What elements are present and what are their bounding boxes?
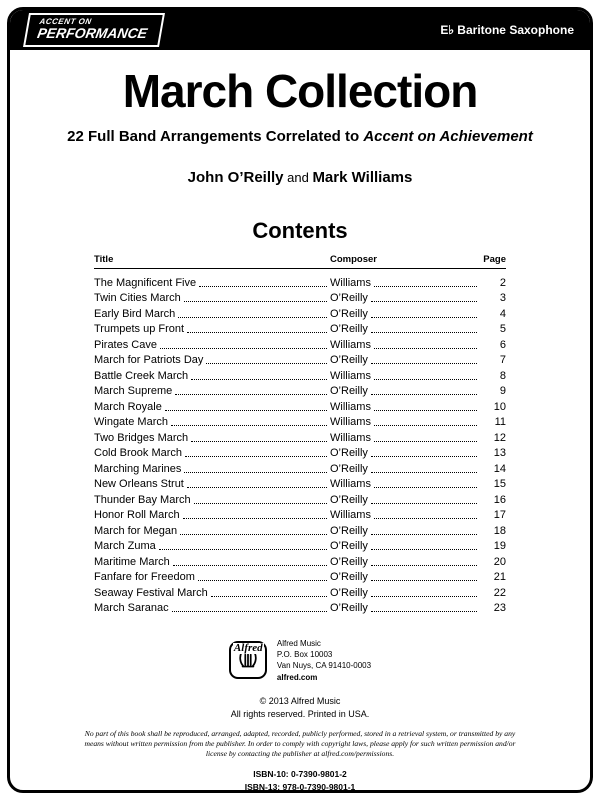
row-page: 17: [493, 509, 506, 521]
isbn-block: [10, 768, 590, 793]
isbn-10: ISBN-10: 0-7390-9801-2: [253, 768, 347, 779]
row-composer: O’Reilly: [330, 385, 368, 397]
subtitle: [10, 128, 590, 145]
dot-leader: [191, 379, 327, 380]
dot-leader: [371, 549, 477, 550]
author-1: John O’Reilly: [187, 169, 284, 186]
dot-leader: [374, 286, 477, 287]
row-composer: O’Reilly: [330, 447, 368, 459]
dot-leader: [371, 472, 477, 473]
alfred-logo-text: Alfred: [233, 642, 263, 655]
row-composer: O’Reilly: [330, 493, 368, 506]
row-page: 21: [493, 571, 506, 583]
copyright-line: © 2013 Alfred Music: [259, 695, 341, 706]
dot-leader: [172, 611, 327, 612]
table-row: [94, 568, 506, 584]
table-row: [94, 552, 506, 568]
dot-leader: [371, 317, 477, 318]
table-row: [94, 366, 506, 382]
row-page: 15: [493, 478, 506, 490]
row-composer: O’Reilly: [330, 354, 368, 366]
dot-leader: [371, 363, 477, 364]
row-composer: O’Reilly: [330, 571, 368, 583]
alfred-logo: [229, 641, 267, 679]
dot-leader: [374, 379, 477, 380]
dot-leader: [198, 580, 327, 581]
column-header-page: Page: [483, 254, 506, 265]
row-composer: Williams: [330, 369, 371, 382]
dot-leader: [374, 348, 477, 349]
dot-leader: [187, 487, 327, 488]
row-page: 23: [493, 602, 506, 614]
row-composer: Williams: [330, 509, 371, 521]
publisher-address2: Van Nuys, CA 91410-0003: [276, 661, 372, 671]
dot-leader: [159, 549, 327, 550]
row-title: March for Megan: [94, 524, 178, 537]
row-page: 20: [493, 555, 506, 568]
publisher-address: [277, 638, 371, 683]
row-title: The Magnificent Five: [94, 276, 197, 289]
dot-leader: [374, 441, 477, 442]
dot-leader: [374, 425, 477, 426]
contents-rows: [94, 269, 506, 614]
dot-leader: [165, 410, 327, 411]
logo-line1: ACCENT ON: [38, 16, 93, 26]
row-page: 5: [499, 323, 506, 335]
row-title: Battle Creek March: [94, 369, 189, 382]
row-page: 3: [499, 292, 506, 304]
row-page: 14: [493, 462, 506, 475]
row-title: Two Bridges March: [94, 431, 189, 444]
rights-line: All rights reserved. Printed in USA.: [230, 708, 370, 719]
row-title: Marching Marines: [94, 462, 182, 475]
row-page: 2: [499, 276, 506, 289]
table-row: [94, 428, 506, 444]
table-row: [94, 273, 506, 289]
dot-leader: [371, 503, 477, 504]
row-title: Pirates Cave: [94, 338, 157, 351]
dot-leader: [211, 596, 327, 597]
page-frame: [7, 7, 593, 793]
row-page: 8: [499, 369, 506, 382]
row-page: 13: [493, 447, 506, 459]
dot-leader: [183, 518, 327, 519]
subtitle-series-name: Accent on Achievement: [363, 128, 533, 145]
dot-leader: [160, 348, 327, 349]
dot-leader: [175, 394, 327, 395]
isbn-13: ISBN-13: 978-0-7390-9801-1: [244, 781, 356, 792]
row-composer: O’Reilly: [330, 524, 368, 537]
table-row: [94, 289, 506, 305]
row-title: Twin Cities March: [94, 292, 181, 304]
row-composer: Williams: [330, 400, 371, 413]
row-page: 11: [494, 416, 506, 428]
table-row: [94, 397, 506, 413]
dot-leader: [194, 503, 327, 504]
row-composer: O’Reilly: [330, 540, 368, 552]
row-title: Early Bird March: [94, 307, 176, 320]
dot-leader: [371, 394, 477, 395]
table-row: [94, 599, 506, 615]
row-composer: O’Reilly: [330, 462, 368, 475]
author-2: Mark Williams: [312, 169, 413, 186]
table-row: [94, 304, 506, 320]
dot-leader: [171, 425, 327, 426]
row-title: March Zuma: [94, 540, 156, 552]
row-composer: O’Reilly: [330, 323, 368, 335]
row-page: 10: [493, 400, 506, 413]
top-banner: [10, 10, 590, 50]
page-title: March Collection: [122, 65, 478, 117]
authors-line: [10, 169, 590, 186]
legal-notice: No part of this book shall be reproduced, arranged, adapted, recorded, publicly performed, stored in a retrieval system, or transmitted by any means without written permission from the publisher. In order to comply with copyright laws, please apply for such written permission and/or license by contacting the publisher at alfred.com/permissions.: [84, 728, 516, 759]
dot-leader: [187, 332, 327, 333]
row-page: 22: [493, 586, 506, 599]
row-page: 18: [493, 524, 506, 537]
row-page: 9: [499, 385, 506, 397]
dot-leader: [191, 441, 327, 442]
row-composer: Williams: [330, 431, 371, 444]
row-title: March Royale: [94, 400, 162, 413]
publisher-address1: P.O. Box 10003: [276, 650, 333, 660]
row-page: 7: [499, 354, 506, 366]
author-join: and: [283, 170, 313, 185]
row-title: Wingate March: [94, 416, 168, 428]
table-row: [94, 320, 506, 336]
table-row: [94, 506, 506, 522]
row-composer: Williams: [330, 416, 371, 428]
copyright-block: [10, 695, 590, 721]
dot-leader: [178, 317, 327, 318]
table-row: [94, 475, 506, 491]
accent-on-performance-logo: [23, 13, 165, 47]
row-title: March Supreme: [94, 385, 173, 397]
row-page: 16: [493, 493, 506, 506]
dot-leader: [206, 363, 327, 364]
row-title: New Orleans Strut: [94, 478, 184, 490]
table-row: [94, 583, 506, 599]
row-composer: Williams: [330, 478, 371, 490]
row-composer: O’Reilly: [330, 307, 368, 320]
dot-leader: [180, 534, 327, 535]
row-title: March for Patriots Day: [94, 354, 204, 366]
row-title: Seaway Festival March: [94, 586, 208, 599]
dot-leader: [185, 456, 327, 457]
row-composer: O’Reilly: [330, 586, 368, 599]
row-composer: O’Reilly: [330, 602, 368, 614]
publisher-block: [10, 638, 590, 683]
row-title: March Saranac: [94, 602, 169, 614]
dot-leader: [374, 410, 477, 411]
dot-leader: [173, 565, 327, 566]
dot-leader: [184, 301, 327, 302]
dot-leader: [371, 596, 477, 597]
table-row: [94, 413, 506, 429]
subtitle-prefix: 22 Full Band Arrangements Correlated to: [67, 128, 364, 145]
dot-leader: [371, 611, 477, 612]
table-row: [94, 335, 506, 351]
dot-leader: [371, 534, 477, 535]
row-page: 6: [499, 338, 506, 351]
dot-leader: [371, 456, 477, 457]
contents-heading: Contents: [252, 218, 348, 243]
row-page: 19: [493, 540, 506, 552]
publisher-name: Alfred Music: [276, 639, 321, 648]
contents-table-header: [94, 254, 506, 269]
table-row: [94, 351, 506, 367]
row-composer: O’Reilly: [330, 555, 368, 568]
dot-leader: [371, 580, 477, 581]
table-row: [94, 521, 506, 537]
row-title: Maritime March: [94, 555, 170, 568]
column-header-title: Title: [94, 254, 114, 265]
row-title: Fanfare for Freedom: [94, 571, 195, 583]
logo-line2: PERFORMANCE: [35, 25, 149, 42]
table-row: [94, 382, 506, 398]
table-row: [94, 444, 506, 460]
dot-leader: [374, 518, 477, 519]
row-title: Cold Brook March: [94, 447, 183, 459]
column-header-composer: Composer: [330, 254, 377, 265]
row-title: Honor Roll March: [94, 509, 180, 521]
row-page: 12: [493, 431, 506, 444]
row-composer: Williams: [330, 338, 371, 351]
publisher-website: alfred.com: [276, 672, 318, 682]
dot-leader: [199, 286, 327, 287]
contents-table: [94, 254, 506, 614]
instrument-label: E♭ Baritone Saxophone: [440, 23, 574, 37]
table-row: [94, 459, 506, 475]
dot-leader: [184, 472, 327, 473]
dot-leader: [371, 565, 477, 566]
table-row: [94, 537, 506, 553]
dot-leader: [374, 487, 477, 488]
table-row: [94, 490, 506, 506]
row-composer: O’Reilly: [330, 292, 368, 304]
dot-leader: [371, 332, 477, 333]
row-composer: Williams: [330, 276, 371, 289]
row-title: Thunder Bay March: [94, 493, 191, 506]
dot-leader: [371, 301, 477, 302]
row-page: 4: [499, 307, 506, 320]
row-title: Trumpets up Front: [94, 323, 185, 335]
